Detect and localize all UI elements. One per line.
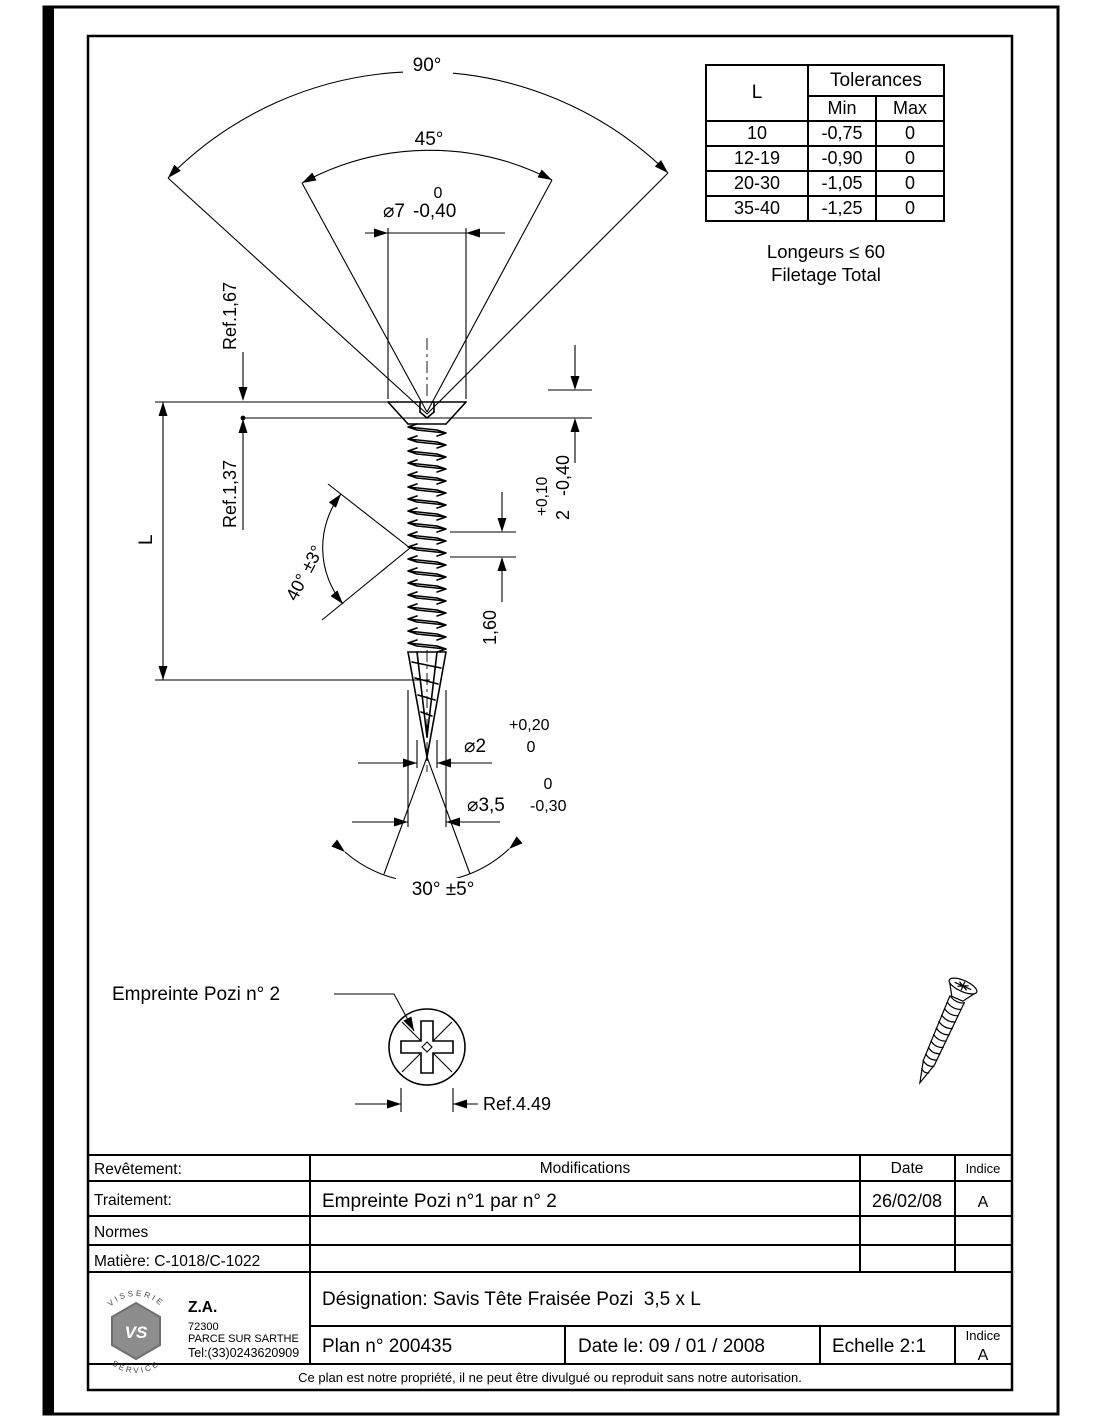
ref-1-37-label: Ref.1,37 <box>220 459 240 528</box>
tol-min-value: -0,75 <box>808 121 876 146</box>
thread-diameter-dimension <box>352 690 567 827</box>
screw-3d-view <box>906 975 979 1089</box>
normes-label: Normes <box>94 1224 149 1241</box>
logo-postal: 72300 <box>188 1321 219 1333</box>
threaded-shank <box>408 424 446 652</box>
echelle: Echelle 2:1 <box>832 1336 927 1357</box>
dia35-nominal: ⌀3,5 <box>467 795 505 816</box>
screw-head-outline <box>388 402 466 424</box>
tip-angle-label: 30° ±5° <box>411 879 475 900</box>
dia2-tol-upper: +0,20 <box>509 717 550 734</box>
pitch-tol-upper: +0,10 <box>534 476 551 516</box>
tol-row-4 <box>706 196 944 221</box>
tol-title: Tolerances <box>808 65 944 96</box>
tol-min-value: -0,90 <box>808 146 876 171</box>
tolerance-table <box>705 64 945 222</box>
pitch-nominal: 2 <box>553 509 573 520</box>
note-longueurs: Longeurs ≤ 60 <box>766 241 886 262</box>
pitch-dimension <box>534 345 592 520</box>
thread-angle-dimension <box>282 484 410 620</box>
thread-pitch-dimension <box>450 492 516 645</box>
core-diameter-dimension <box>358 717 550 768</box>
dia35-tol-upper: 0 <box>543 776 553 793</box>
tol-max-value: 0 <box>876 171 944 196</box>
tol-l-value: 35-40 <box>706 196 808 221</box>
tolerance-notes <box>700 240 952 286</box>
date-header: Date <box>890 1160 924 1177</box>
tol-max-value: 0 <box>876 196 944 221</box>
indice-header-2: Indice <box>965 1328 1001 1343</box>
date-line: Date le: 09 / 01 / 2008 <box>578 1336 765 1357</box>
plan-number: Plan n° 200435 <box>322 1336 453 1357</box>
modifications-header: Modifications <box>539 1160 631 1177</box>
length-label: L <box>136 534 157 545</box>
thread-angle-label: 40° ±3° <box>281 542 328 604</box>
tol-row-2 <box>706 146 944 171</box>
indice-value-2: A <box>977 1347 989 1364</box>
dia7-nominal: ⌀7 <box>382 201 405 222</box>
logo-za: Z.A. <box>188 1299 218 1316</box>
dia7-tol-upper: 0 <box>433 185 443 202</box>
tol-row-1 <box>706 121 944 146</box>
tol-l-value: 20-30 <box>706 171 808 196</box>
logo-arc-top: VISSERIE <box>105 1288 167 1309</box>
tol-col-l-header: L <box>706 65 808 121</box>
tol-min-value: -1,05 <box>808 171 876 196</box>
modification-date: 26/02/08 <box>871 1191 943 1211</box>
head-diameter-dimension <box>365 185 505 399</box>
tol-min-value: -1,25 <box>808 196 876 221</box>
dia7-tol-lower: -0,40 <box>413 201 457 222</box>
ref-4-49-label: Ref.4.49 <box>483 1094 552 1114</box>
tol-max-value: 0 <box>876 121 944 146</box>
logo-tel: Tel:(33)0243620909 <box>188 1346 300 1360</box>
ref-1-67-label: Ref.1,67 <box>220 281 240 350</box>
head-reference-dimensions <box>155 282 592 530</box>
tol-l-value: 12-19 <box>706 146 808 171</box>
angle-45-label: 45° <box>414 129 444 150</box>
pozi-recess-label: Empreinte Pozi n° 2 <box>112 984 281 1005</box>
designation: Désignation: Savis Tête Fraisée Pozi 3,5 x L <box>322 1289 701 1310</box>
modification-entry: Empreinte Pozi n°1 par n° 2 <box>322 1191 557 1212</box>
dia2-tol-lower: 0 <box>526 739 536 756</box>
dia35-tol-lower: -0,30 <box>530 798 567 815</box>
pitch-1-60-label: 1,60 <box>480 609 500 645</box>
revetement-label: Revêtement: <box>94 1161 182 1178</box>
tol-max-value: 0 <box>876 146 944 171</box>
tol-max-header: Max <box>876 96 944 121</box>
pitch-tol-lower: -0,40 <box>553 454 573 496</box>
length-dimension <box>136 402 430 680</box>
footer-notice: Ce plan est notre propriété, il ne peut être divulgué ou reproduit sans notre autorisation. <box>298 1370 802 1385</box>
matiere-label: Matière: C-1018/C-1022 <box>94 1253 261 1270</box>
tol-min-header: Min <box>808 96 876 121</box>
dia2-nominal: ⌀2 <box>464 736 487 757</box>
angle-90-label: 90° <box>412 55 442 76</box>
company-logo <box>106 1289 299 1375</box>
indice-header: Indice <box>965 1161 1001 1176</box>
logo-arc-bottom: SERVICE <box>110 1358 162 1376</box>
tol-row-3 <box>706 171 944 196</box>
modification-indice: A <box>977 1194 989 1211</box>
note-filetage: Filetage Total <box>771 264 881 286</box>
logo-city: PARCE SUR SARTHE <box>188 1333 299 1345</box>
tip-angle-dimension <box>331 757 522 901</box>
tol-l-value: 10 <box>706 121 808 146</box>
pozi-recess-view <box>112 984 551 1114</box>
logo-initials: VS <box>124 1323 148 1342</box>
traitement-label: Traitement: <box>94 1192 172 1209</box>
